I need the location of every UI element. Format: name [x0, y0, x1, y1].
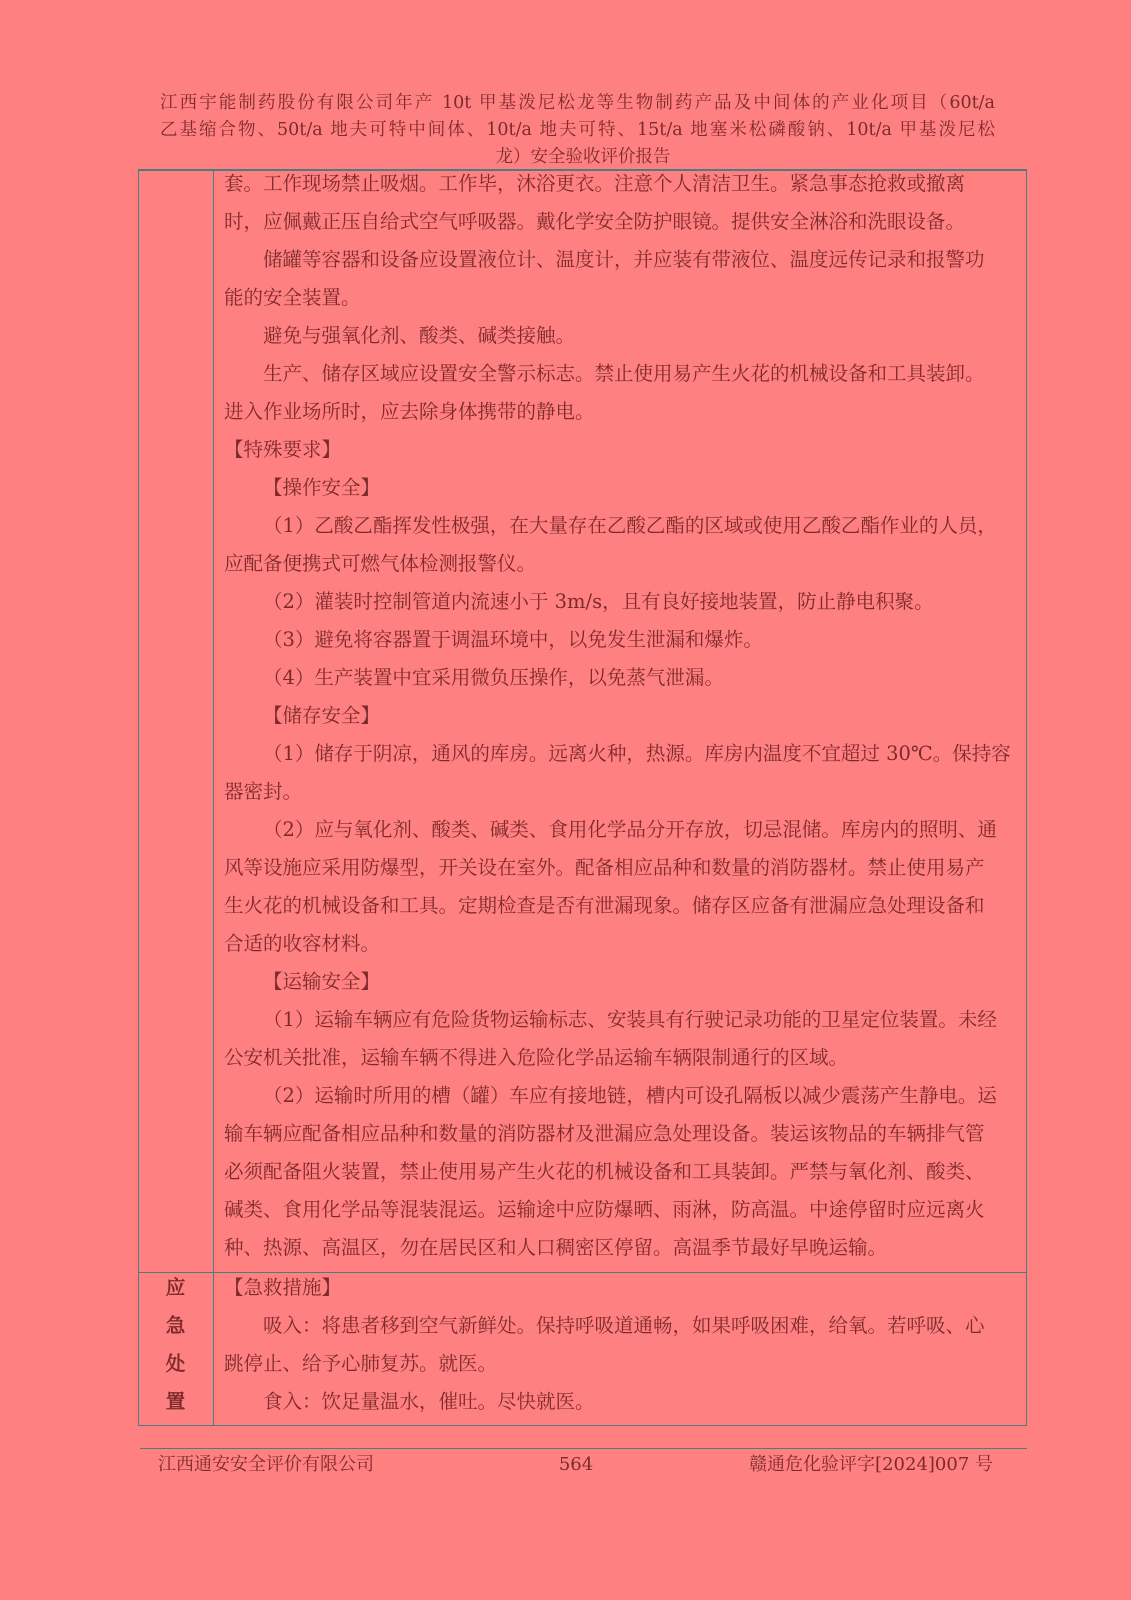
footer-page-number: 564	[558, 1454, 594, 1475]
body-text-line: （4）生产装置中宜采用微负压操作，以免蒸气泄漏。	[263, 666, 724, 689]
body-text-line: 食入：饮足量温水，催吐。尽快就医。	[263, 1390, 595, 1413]
section-heading-special-requirements: 【特殊要求】	[224, 438, 342, 461]
body-text-line: （2）灌装时控制管道内流速小于 3m/s，且有良好接地装置，防止静电积聚。	[263, 590, 934, 613]
emergency-handling-label	[138, 1269, 213, 1421]
body-text-line: （1）运输车辆应有危险货物运输标志、安装具有行驶记录功能的卫星定位装置。未经	[263, 1008, 997, 1031]
table-column-divider	[213, 170, 214, 1425]
body-text-line: 输车辆应配备相应品种和数量的消防器材及泄漏应急处理设备。装运该物品的车辆排气管	[224, 1122, 985, 1145]
body-text-line: 避免与强氧化剂、酸类、碱类接触。	[263, 324, 576, 347]
body-text-line: （1）乙酸乙酯挥发性极强，在大量存在乙酸乙酯的区域或使用乙酸乙酯作业的人员，	[263, 514, 997, 537]
body-text-line: 时，应佩戴正压自给式空气呼吸器。戴化学安全防护眼镜。提供安全淋浴和洗眼设备。	[224, 210, 966, 233]
body-text-line: 套。工作现场禁止吸烟。工作毕，沐浴更衣。注意个人清洁卫生。紧急事态抢救或撤离	[224, 172, 966, 195]
body-text-line: 风等设施应采用防爆型，开关设在室外。配备相应品种和数量的消防器材。禁止使用易产	[224, 856, 985, 879]
section-heading-operation-safety: 【操作安全】	[263, 476, 381, 499]
body-text-line: 合适的收容材料。	[224, 932, 381, 955]
emergency-label-char: 应	[165, 1276, 186, 1299]
report-title-line-3: 龙）安全验收评价报告	[495, 147, 671, 167]
report-title-line-2: 乙基缩合物、50t/a 地夫可特中间体、10t/a 地夫可特、15t/a 地塞米松磷酸钠、10t/a 甲基泼尼松	[160, 120, 995, 140]
emergency-cell	[224, 1269, 1020, 1421]
body-text-line: 必须配备阻火装置，禁止使用易产生火花的机械设备和工具装卸。严禁与氧化剂、酸类、	[224, 1160, 985, 1183]
footer-company: 江西通安安全评价有限公司	[158, 1454, 374, 1475]
body-text-line: 生火花的机械设备和工具。定期检查是否有泄漏现象。储存区应备有泄漏应急处理设备和	[224, 894, 985, 917]
emergency-label-char: 急	[165, 1314, 186, 1337]
body-text-line: 能的安全装置。	[224, 286, 361, 309]
body-text-line: 器密封。	[224, 780, 303, 803]
body-text-line: （2）应与氧化剂、酸类、碱类、食用化学品分开存放，切忌混储。库房内的照明、通	[263, 818, 997, 841]
body-text-line: 公安机关批准，运输车辆不得进入危险化学品运输车辆限制通行的区域。	[224, 1046, 849, 1069]
body-text-line: （3）避免将容器置于调温环境中，以免发生泄漏和爆炸。	[263, 628, 763, 651]
emergency-label-char: 处	[165, 1352, 186, 1375]
body-text-line: 吸入：将患者移到空气新鲜处。保持呼吸道通畅，如果呼吸困难，给氧。若呼吸、心	[263, 1314, 985, 1337]
body-text-line: 储罐等容器和设备应设置液位计、温度计，并应装有带液位、温度远传记录和报警功	[263, 248, 985, 271]
body-text-line: 碱类、食用化学品等混装混运。运输途中应防爆晒、雨淋，防高温。中途停留时应远离火	[224, 1198, 985, 1221]
body-text-line: 种、热源、高温区，勿在居民区和人口稠密区停留。高温季节最好早晚运输。	[224, 1236, 888, 1259]
report-title-line-1: 江西宇能制药股份有限公司年产 10t 甲基泼尼松龙等生物制药产品及中间体的产业化项目（60t/a	[160, 93, 995, 113]
body-text-line: 生产、储存区域应设置安全警示标志。禁止使用易产生火花的机械设备和工具装卸。	[263, 362, 985, 385]
body-text-line: 应配备便携式可燃气体检测报警仪。	[224, 552, 537, 575]
body-text-line: 进入作业场所时，应去除身体携带的静电。	[224, 400, 595, 423]
precautions-cell	[224, 165, 1020, 1267]
footer-rule	[140, 1448, 1027, 1449]
section-heading-storage-safety: 【储存安全】	[263, 704, 381, 727]
body-text-line: 跳停止、给予心肺复苏。就医。	[224, 1352, 498, 1375]
emergency-label-char: 置	[165, 1390, 186, 1413]
body-text-line: （1）储存于阴凉，通风的库房。远离火种，热源。库房内温度不宜超过 30℃。保持容	[263, 742, 1011, 765]
section-heading-transport-safety: 【运输安全】	[263, 970, 381, 993]
footer-document-number: 赣通危化验评字[2024]007 号	[749, 1454, 993, 1475]
body-text-line: （2）运输时所用的槽（罐）车应有接地链，槽内可设孔隔板以减少震荡产生静电。运	[263, 1084, 997, 1107]
section-heading-first-aid: 【急救措施】	[224, 1276, 342, 1299]
